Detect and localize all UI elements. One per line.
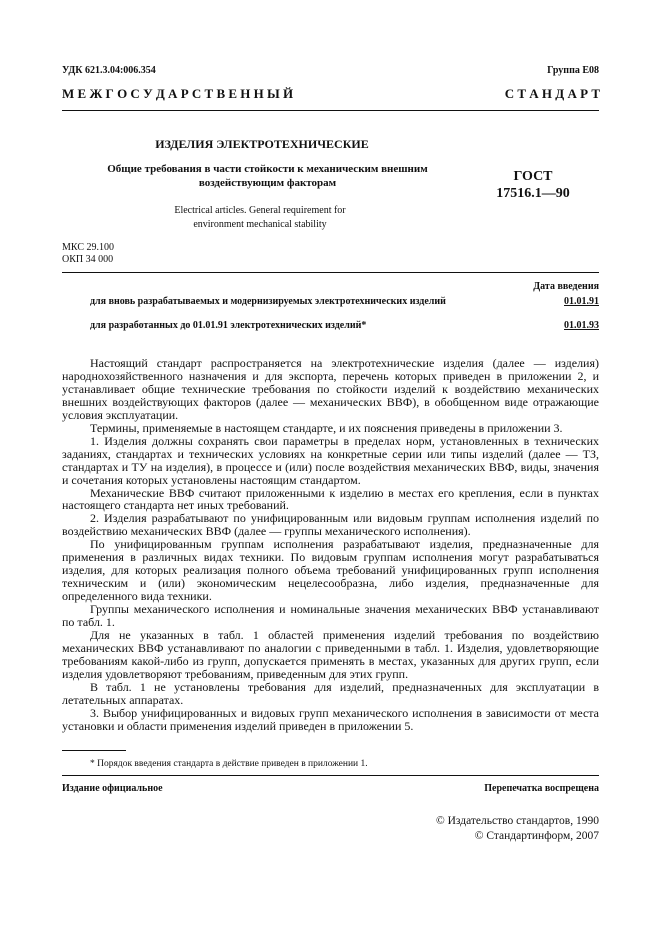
group-code: Группа Е08 xyxy=(547,65,599,76)
introduction-date-label: Дата введения xyxy=(533,281,599,292)
standard-banner xyxy=(62,86,600,102)
paragraph: По унифицированным группам исполнения разрабатывают изделия, предназначенные для применения в различных видах техники. По видовым группам исполнения могут разрабатываться изделия, для которых реализация полного объема требований унифицированных групп исполнения техническим и (или) экономическим нецелесообразна, либо изделия, предназначенные для определенного вида техники. xyxy=(62,537,599,604)
introduction-row-existing xyxy=(90,320,599,331)
english-title-line-2: environment mechanical stability xyxy=(193,219,327,230)
paragraph: 2. Изделия разрабатывают по унифицированным или видовым группам исполнения изделий по воздействию механических ВВФ (далее — группы механического исполнения). xyxy=(62,511,599,539)
banner-word-interstate: М Е Ж Г О С У Д А Р С Т В Е Н Н Ы Й xyxy=(62,86,294,101)
document-subtitle xyxy=(80,162,455,190)
paragraph: Термины, применяемые в настоящем стандарте, и их пояснения приведены в приложении 3. xyxy=(90,420,563,435)
paragraph: 1. Изделия должны сохранять свои параметры в пределах норм, установленных в технических заданиях, стандартах и технических условиях на конкретные серии или типы изделий (далее — ТЗ, стандартах и ТУ на изделия), в процессе и (или) после воздействия механических ВВФ, виды, значения и сочетания которых установлены настоящим стандартом. xyxy=(62,433,599,487)
paragraph: Настоящий стандарт распространяется на электротехнические изделия (далее — изделия) народнохозяйственного назначения и для экспорта, перечень которых приведен в приложении 2, и устанавливает общие технические требования по стойкости изделий к воздействию механических внешних воздействующих факторов (далее — механических ВВФ), в обобщенном виде отражающие условия эксплуатации. xyxy=(62,356,599,422)
introduction-row-date: 01.01.93 xyxy=(564,320,599,331)
banner-word-standard: С Т А Н Д А Р Т xyxy=(504,86,600,101)
subtitle-line-2: воздействующим факторам xyxy=(198,177,337,189)
paragraph: Механические ВВФ считают приложенными к изделию в местах его крепления, если в пунктах настоящего стандарта нет иных требований. xyxy=(62,485,599,513)
gost-label: ГОСТ xyxy=(513,169,553,184)
body-text xyxy=(62,357,599,733)
english-title xyxy=(120,204,400,232)
document-title: ИЗДЕЛИЯ ЭЛЕКТРОТЕХНИЧЕСКИЕ xyxy=(155,137,369,151)
paragraph: Для не указанных в табл. 1 областей применения изделий требования по воздействию механических ВВФ устанавливают по аналогии с приведенными в табл. 1. Изделия, удовлетворяющие требованиям какой-либо из групп, допускается применять в местах, указанных для других групп, если изделия удовлетворяют требованиям, приведенным для этих групп. xyxy=(62,628,599,681)
footer-rule xyxy=(62,775,599,776)
classification-codes xyxy=(62,242,114,266)
reprint-notice: Перепечатка воспрещена xyxy=(484,783,599,794)
copyright-2007: © Стандартинформ, 2007 xyxy=(474,830,599,842)
official-edition-label: Издание официальное xyxy=(62,783,163,794)
paragraph: В табл. 1 не установлены требования для изделий, предназначенных для эксплуатации в летательных аппаратах. xyxy=(62,679,599,707)
copyright-1990: © Издательство стандартов, 1990 xyxy=(435,815,599,827)
gost-designation xyxy=(468,168,598,202)
gost-number: 17516.1—90 xyxy=(496,186,570,201)
introduction-row-date: 01.01.91 xyxy=(564,296,599,307)
introduction-row-text: для вновь разрабатываемых и модернизируемых электротехнических изделий xyxy=(90,296,446,307)
udk-code: УДК 621.3.04:006.354 xyxy=(62,65,156,76)
introduction-row-new xyxy=(90,296,599,307)
paragraph: 3. Выбор унифицированных и видовых групп механического исполнения в зависимости от места установки и области применения изделий приведен в приложении 5. xyxy=(62,705,599,733)
footnote-rule xyxy=(62,750,126,751)
okp-code: ОКП 34 000 xyxy=(62,254,114,265)
classification-rule xyxy=(62,272,599,273)
english-title-line-1: Electrical articles. General requirement for xyxy=(174,205,346,216)
banner-rule xyxy=(62,110,599,111)
paragraph: Группы механического исполнения и номинальные значения механических ВВФ устанавливают по табл. 1. xyxy=(62,602,599,630)
subtitle-line-1: Общие требования в части стойкости к механическим внешним xyxy=(107,163,428,175)
mks-code: МКС 29.100 xyxy=(62,242,114,253)
footnote: * Порядок введения стандарта в действие приведен в приложении 1. xyxy=(90,759,368,769)
introduction-row-text: для разработанных до 01.01.91 электротехнических изделий* xyxy=(90,320,367,331)
